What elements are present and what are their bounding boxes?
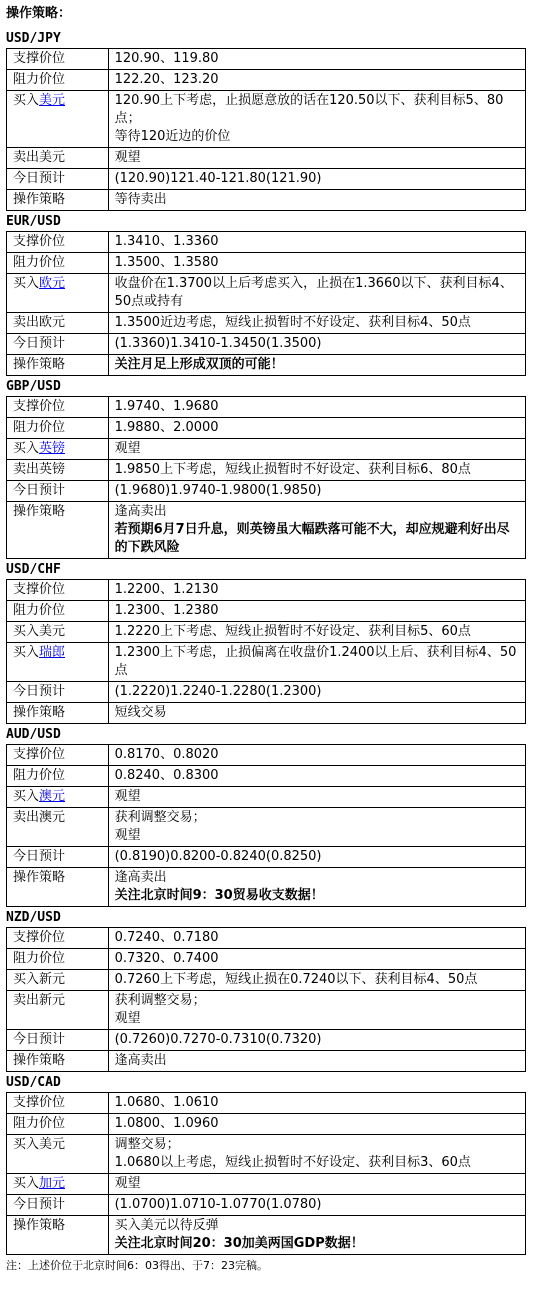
currency-link[interactable]: 欧元: [39, 276, 66, 291]
row-value-cell: [108, 970, 525, 991]
row-value-cell: [108, 439, 525, 460]
row-value-cell: [108, 334, 525, 355]
row-label: 买入: [13, 93, 40, 108]
pair-heading: USD/CHF: [6, 562, 61, 577]
currency-link[interactable]: 加元: [39, 1176, 66, 1191]
row-label-cell: [7, 622, 109, 643]
row-value-cell: [108, 502, 525, 559]
row-value-line: 1.0680以上考虑，短线止损暂时不好设定、获利目标3、60点: [114, 1155, 471, 1170]
currency-link[interactable]: 美元: [39, 93, 66, 108]
row-value-cell: [108, 1135, 525, 1174]
row-label: 卖出新元: [13, 993, 66, 1008]
row-value: 1.3500、1.3580: [114, 255, 219, 270]
row-value: 1.9740、1.9680: [114, 399, 219, 414]
row-value-cell: [108, 232, 525, 253]
row-value-cell: [108, 787, 525, 808]
row-value: 观望: [114, 150, 141, 165]
table-row: [7, 580, 526, 601]
row-value: 0.8170、0.8020: [114, 747, 219, 762]
row-label-cell: [7, 502, 109, 559]
row-value-line: 120.90上下考虑，止损愿意放的话在120.50以下、获利目标5、80点；: [114, 93, 504, 126]
pair-heading: EUR/USD: [6, 214, 61, 229]
row-label: 阻力价位: [13, 420, 66, 435]
row-value-cell: [108, 355, 525, 376]
row-label: 卖出欧元: [13, 315, 66, 330]
row-value: (1.3360)1.3410-1.3450(1.3500): [114, 336, 322, 351]
row-label: 操作策略: [13, 1218, 66, 1233]
table-row: [7, 928, 526, 949]
row-label: 支撑价位: [13, 234, 66, 249]
table-row: [7, 1135, 526, 1174]
table-row: [7, 49, 526, 70]
table-row: [7, 502, 526, 559]
table-row: [7, 868, 526, 907]
row-label-cell: [7, 787, 109, 808]
table-row: [7, 703, 526, 724]
row-label-cell: [7, 232, 109, 253]
row-value-line: 等待120近边的价位: [114, 129, 231, 144]
row-label: 阻力价位: [13, 255, 66, 270]
row-value: 1.3500近边考虑，短线止损暂时不好设定、获利目标4、50点: [114, 315, 471, 330]
table-row: [7, 460, 526, 481]
row-value-cell: [108, 481, 525, 502]
strategy-table: [6, 48, 526, 211]
row-value: (0.7260)0.7270-0.7310(0.7320): [114, 1032, 322, 1047]
row-label: 操作策略: [13, 1053, 66, 1068]
row-label-cell: [7, 148, 109, 169]
row-value-emphasis: 关注北京时间9：30贸易收支数据！: [114, 888, 324, 903]
row-value-line: 收盘价在1.3700以上后考虑买入，止损在1.3660以下、获利目标4、50点或持有: [114, 276, 513, 309]
row-value: 买入美元以待反弹: [114, 1218, 219, 1233]
row-label: 今日预计: [13, 336, 66, 351]
row-value-cell: [108, 949, 525, 970]
row-value-cell: [108, 397, 525, 418]
row-value-cell: [108, 868, 525, 907]
row-value-emphasis: 若预期6月7日升息，则英镑虽大幅跌落可能不大，却应规避利好出尽的下跌风险: [114, 522, 510, 555]
row-label-cell: [7, 334, 109, 355]
table-row: [7, 991, 526, 1030]
row-label: 阻力价位: [13, 72, 66, 87]
row-value-cell: [108, 643, 525, 682]
row-value-line: 获利调整交易；: [114, 993, 206, 1008]
row-label: 支撑价位: [13, 51, 66, 66]
row-label-cell: [7, 70, 109, 91]
row-label-cell: [7, 970, 109, 991]
strategy-table: [6, 744, 526, 907]
table-row: [7, 1051, 526, 1072]
pair-heading: USD/CAD: [6, 1075, 61, 1090]
row-value: 1.2300、1.2380: [114, 603, 219, 618]
row-label-cell: [7, 745, 109, 766]
currency-link[interactable]: 英镑: [39, 441, 66, 456]
row-label-cell: [7, 991, 109, 1030]
table-row: [7, 682, 526, 703]
table-row: [7, 766, 526, 787]
row-value-cell: [108, 703, 525, 724]
row-label: 今日预计: [13, 1032, 66, 1047]
table-row: [7, 949, 526, 970]
row-label: 阻力价位: [13, 1116, 66, 1131]
row-label: 买入: [13, 645, 40, 660]
row-value-line: 1.2300上下考虑，止损偏离在收盘价1.2400以上后、获利目标4、50点: [114, 645, 517, 678]
row-label-cell: [7, 766, 109, 787]
row-value: 1.2200、1.2130: [114, 582, 219, 597]
strategy-table: [6, 579, 526, 724]
row-value: 逢高卖出: [114, 504, 167, 519]
row-value-cell: [108, 253, 525, 274]
row-value: 1.2220上下考虑、短线止损暂时不好设定、获利目标5、60点: [114, 624, 471, 639]
row-label-cell: [7, 949, 109, 970]
row-label-cell: [7, 808, 109, 847]
pair-section: [6, 909, 527, 1072]
pair-section: [6, 213, 527, 376]
pair-section: [6, 30, 527, 211]
row-label: 今日预计: [13, 483, 66, 498]
table-row: [7, 808, 526, 847]
row-label-cell: [7, 682, 109, 703]
row-label-cell: [7, 1195, 109, 1216]
row-label: 买入: [13, 789, 40, 804]
table-row: [7, 745, 526, 766]
table-row: [7, 1195, 526, 1216]
row-value: 1.0680、1.0610: [114, 1095, 219, 1110]
row-value-cell: [108, 847, 525, 868]
row-value-cell: [108, 580, 525, 601]
row-label-cell: [7, 91, 109, 148]
table-row: [7, 970, 526, 991]
row-label: 阻力价位: [13, 951, 66, 966]
row-value-cell: [108, 808, 525, 847]
row-value-line: 调整交易；: [114, 1137, 180, 1152]
pair-section: [6, 378, 527, 559]
row-label-cell: [7, 460, 109, 481]
table-row: [7, 1093, 526, 1114]
row-value-line: 获利调整交易；: [114, 810, 206, 825]
row-value: 0.8240、0.8300: [114, 768, 219, 783]
pair-heading: AUD/USD: [6, 727, 61, 742]
table-row: [7, 787, 526, 808]
currency-link[interactable]: 瑞郎: [39, 645, 66, 660]
row-label-cell: [7, 253, 109, 274]
pair-heading: USD/JPY: [6, 31, 61, 46]
row-value-cell: [108, 1114, 525, 1135]
pair-section: [6, 561, 527, 724]
row-label-cell: [7, 1030, 109, 1051]
row-value: (0.8190)0.8200-0.8240(0.8250): [114, 849, 322, 864]
row-value: 122.20、123.20: [114, 72, 219, 87]
table-row: [7, 190, 526, 211]
table-row: [7, 334, 526, 355]
row-value: 观望: [114, 441, 141, 456]
row-label: 操作策略: [13, 192, 66, 207]
row-value-cell: [108, 1093, 525, 1114]
row-value-cell: [108, 274, 525, 313]
table-row: [7, 601, 526, 622]
row-label-cell: [7, 1051, 109, 1072]
row-label-cell: [7, 169, 109, 190]
row-value-cell: [108, 148, 525, 169]
table-row: [7, 418, 526, 439]
row-label-cell: [7, 481, 109, 502]
row-value-cell: [108, 1216, 525, 1255]
row-label: 支撑价位: [13, 399, 66, 414]
row-label: 卖出美元: [13, 150, 66, 165]
row-label-cell: [7, 1135, 109, 1174]
row-value-line: 0.7260上下考虑，短线止损在0.7240以下、获利目标4、50点: [114, 972, 478, 987]
row-value-cell: [108, 928, 525, 949]
row-label-cell: [7, 601, 109, 622]
table-row: [7, 397, 526, 418]
row-value: 等待卖出: [114, 192, 167, 207]
row-value-cell: [108, 1174, 525, 1195]
row-label-cell: [7, 49, 109, 70]
row-value: 短线交易: [114, 705, 167, 720]
row-label: 支撑价位: [13, 930, 66, 945]
row-label: 买入美元: [13, 1137, 66, 1152]
row-label-cell: [7, 1174, 109, 1195]
row-label: 操作策略: [13, 504, 66, 519]
row-value: (120.90)121.40-121.80(121.90): [114, 171, 322, 186]
table-row: [7, 313, 526, 334]
table-row: [7, 1030, 526, 1051]
row-value: 1.0800、1.0960: [114, 1116, 219, 1131]
row-value: 1.3410、1.3360: [114, 234, 219, 249]
row-value-cell: [108, 418, 525, 439]
row-value-cell: [108, 460, 525, 481]
row-value: 0.7320、0.7400: [114, 951, 219, 966]
row-value-cell: [108, 766, 525, 787]
table-row: [7, 1174, 526, 1195]
table-row: [7, 643, 526, 682]
row-label-cell: [7, 355, 109, 376]
row-label: 操作策略: [13, 357, 66, 372]
row-value: (1.9680)1.9740-1.9800(1.9850): [114, 483, 322, 498]
table-row: [7, 148, 526, 169]
row-value: 观望: [114, 1176, 141, 1191]
strategy-table: [6, 396, 526, 559]
row-value-emphasis: 关注月足上形成双顶的可能！: [114, 357, 284, 372]
row-label-cell: [7, 847, 109, 868]
row-value: (1.2220)1.2240-1.2280(1.2300): [114, 684, 322, 699]
page-title: 操作策略：: [6, 6, 72, 21]
table-row: [7, 169, 526, 190]
row-value-line: 观望: [114, 828, 141, 843]
row-label: 买入美元: [13, 624, 66, 639]
row-value: 逢高卖出: [114, 870, 167, 885]
footnote: 注：上述价位于北京时间6：03得出、于7：23完稿。: [6, 1259, 268, 1272]
row-label-cell: [7, 643, 109, 682]
row-value: 120.90、119.80: [114, 51, 219, 66]
row-value-line: 观望: [114, 1011, 141, 1026]
table-row: [7, 847, 526, 868]
row-label-cell: [7, 1093, 109, 1114]
table-row: [7, 253, 526, 274]
row-label: 今日预计: [13, 1197, 66, 1212]
row-value-cell: [108, 1030, 525, 1051]
table-row: [7, 70, 526, 91]
row-value-cell: [108, 313, 525, 334]
row-value-cell: [108, 991, 525, 1030]
row-label: 买入: [13, 441, 40, 456]
strategy-table: [6, 231, 526, 376]
row-label: 买入新元: [13, 972, 66, 987]
row-value-cell: [108, 1051, 525, 1072]
row-value-cell: [108, 682, 525, 703]
table-row: [7, 355, 526, 376]
row-value-emphasis: 关注北京时间20：30加美两国GDP数据！: [114, 1236, 364, 1251]
row-label: 操作策略: [13, 705, 66, 720]
row-label-cell: [7, 1114, 109, 1135]
row-label: 支撑价位: [13, 1095, 66, 1110]
row-label: 今日预计: [13, 849, 66, 864]
row-value-cell: [108, 622, 525, 643]
pair-heading: GBP/USD: [6, 379, 61, 394]
row-label: 操作策略: [13, 870, 66, 885]
row-value-cell: [108, 49, 525, 70]
row-value: (1.0700)1.0710-1.0770(1.0780): [114, 1197, 322, 1212]
row-label: 卖出英镑: [13, 462, 66, 477]
strategy-sections: [6, 30, 527, 1255]
table-row: [7, 1114, 526, 1135]
row-value: 1.9850上下考虑，短线止损暂时不好设定、获利目标6、80点: [114, 462, 471, 477]
row-label: 支撑价位: [13, 582, 66, 597]
row-label-cell: [7, 313, 109, 334]
row-value-cell: [108, 190, 525, 211]
row-label-cell: [7, 1216, 109, 1255]
strategy-table: [6, 1092, 526, 1255]
row-label-cell: [7, 703, 109, 724]
row-label-cell: [7, 580, 109, 601]
pair-heading: NZD/USD: [6, 910, 61, 925]
row-label-cell: [7, 397, 109, 418]
row-value: 1.9880、2.0000: [114, 420, 219, 435]
row-value-cell: [108, 601, 525, 622]
table-row: [7, 622, 526, 643]
table-row: [7, 232, 526, 253]
table-row: [7, 274, 526, 313]
row-label-cell: [7, 868, 109, 907]
row-label: 今日预计: [13, 171, 66, 186]
row-value-cell: [108, 169, 525, 190]
row-value-cell: [108, 70, 525, 91]
row-label-cell: [7, 439, 109, 460]
row-label: 卖出澳元: [13, 810, 66, 825]
row-value: 逢高卖出: [114, 1053, 167, 1068]
row-label: 买入: [13, 276, 40, 291]
row-value-cell: [108, 91, 525, 148]
row-label-cell: [7, 418, 109, 439]
table-row: [7, 1216, 526, 1255]
row-label: 今日预计: [13, 684, 66, 699]
row-label: 支撑价位: [13, 747, 66, 762]
row-label-cell: [7, 190, 109, 211]
row-value: 0.7240、0.7180: [114, 930, 219, 945]
pair-section: [6, 1074, 527, 1255]
row-value: 观望: [114, 789, 141, 804]
pair-section: [6, 726, 527, 907]
row-label-cell: [7, 274, 109, 313]
currency-link[interactable]: 澳元: [39, 789, 66, 804]
row-value-cell: [108, 1195, 525, 1216]
row-label-cell: [7, 928, 109, 949]
table-row: [7, 481, 526, 502]
row-label: 买入: [13, 1176, 40, 1191]
row-label: 阻力价位: [13, 603, 66, 618]
table-row: [7, 439, 526, 460]
table-row: [7, 91, 526, 148]
row-label: 阻力价位: [13, 768, 66, 783]
row-value-cell: [108, 745, 525, 766]
strategy-table: [6, 927, 526, 1072]
